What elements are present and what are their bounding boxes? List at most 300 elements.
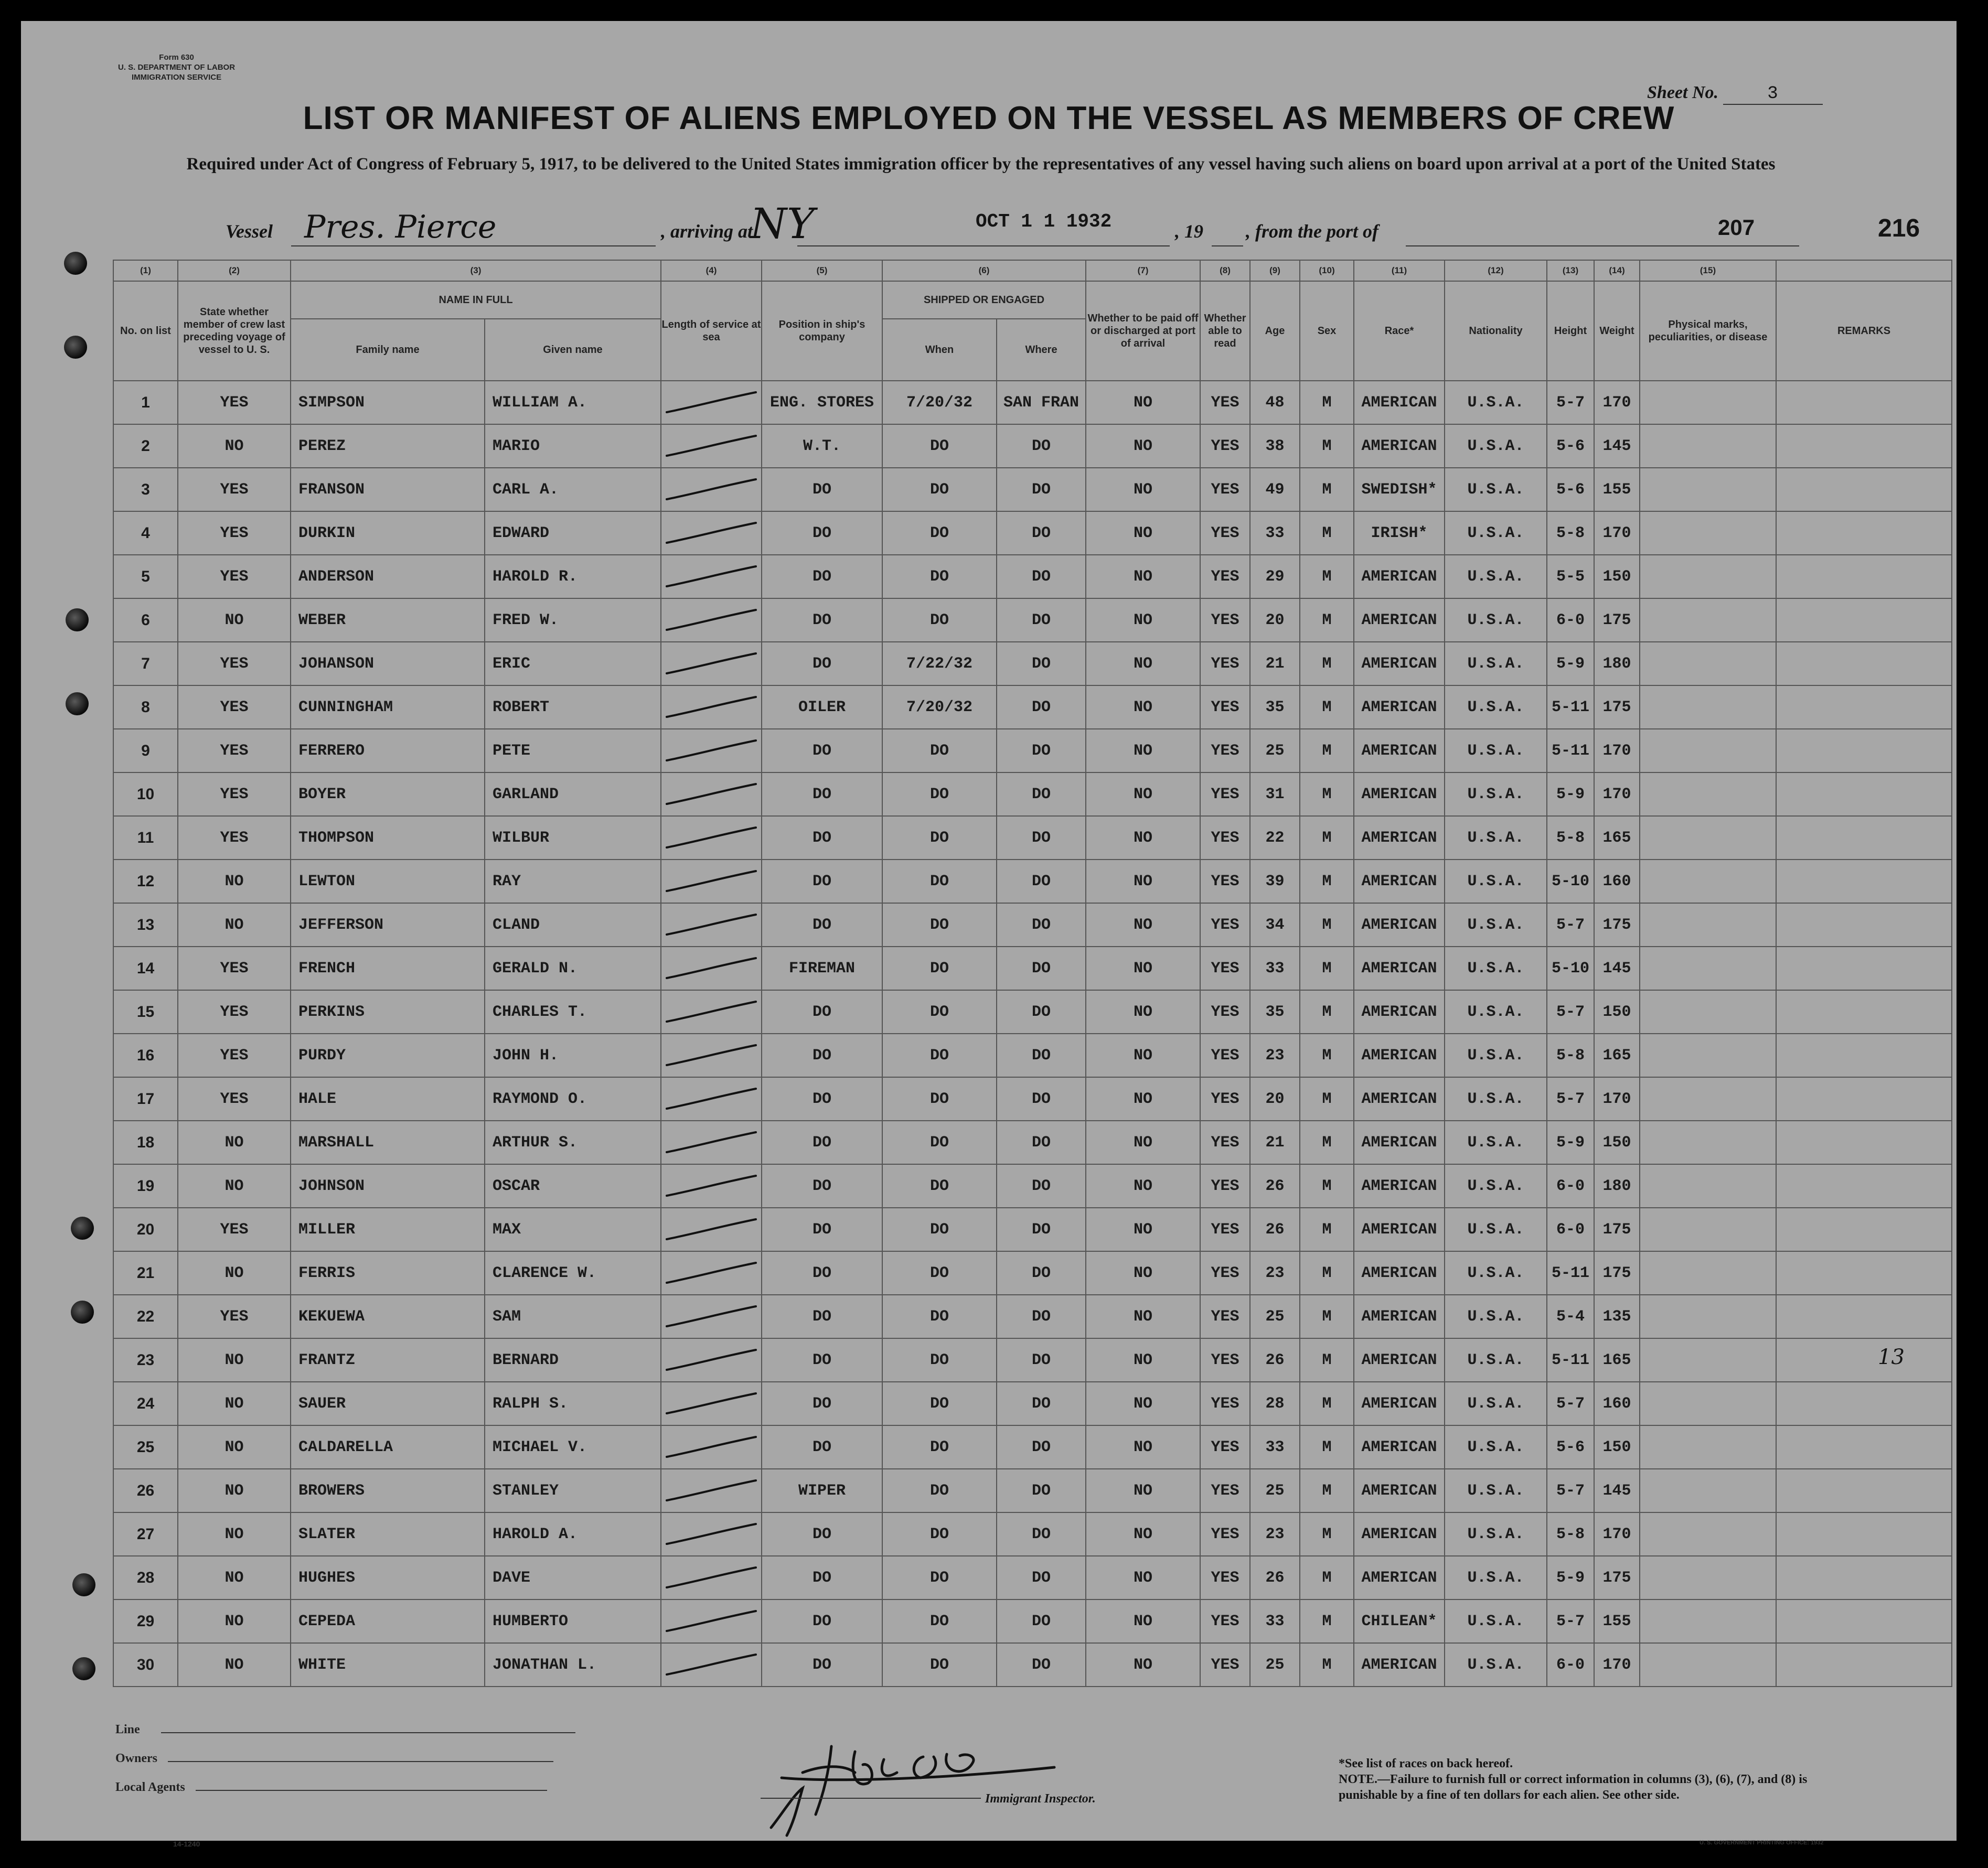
given-name-cell: MAX xyxy=(485,1208,661,1251)
paid-off-cell: NO xyxy=(1086,990,1200,1034)
weight-cell: 145 xyxy=(1594,424,1640,468)
race-cell: AMERICAN xyxy=(1354,642,1445,685)
previous-voyage-cell: NO xyxy=(178,424,291,468)
nationality-cell: U.S.A. xyxy=(1445,1164,1547,1208)
document-sheet xyxy=(21,21,1957,1848)
weight-cell: 180 xyxy=(1594,642,1640,685)
nationality-cell: U.S.A. xyxy=(1445,1121,1547,1164)
previous-voyage-cell: YES xyxy=(178,1077,291,1121)
row-number: 6 xyxy=(113,598,178,642)
arriving-label: , arriving at xyxy=(661,221,753,242)
weight-cell: 180 xyxy=(1594,1164,1640,1208)
weight-cell: 175 xyxy=(1594,903,1640,947)
vessel-line xyxy=(226,199,1799,252)
shipped-when-cell: DO xyxy=(882,1643,997,1687)
age-cell: 23 xyxy=(1250,1251,1300,1295)
colnum: (10) xyxy=(1300,260,1354,281)
paid-off-cell: NO xyxy=(1086,511,1200,555)
table-row xyxy=(113,555,1952,598)
shipped-where-cell: DO xyxy=(997,729,1086,772)
colnum: (9) xyxy=(1250,260,1300,281)
check-mark-icon xyxy=(661,605,761,636)
able-to-read-cell: YES xyxy=(1200,1382,1250,1425)
paid-off-cell: NO xyxy=(1086,1556,1200,1599)
position-cell: DO xyxy=(762,1164,882,1208)
age-cell: 33 xyxy=(1250,1599,1300,1643)
sex-cell: M xyxy=(1300,1599,1354,1643)
race-cell: AMERICAN xyxy=(1354,1077,1445,1121)
sex-cell: M xyxy=(1300,1382,1354,1425)
table-row xyxy=(113,1425,1952,1469)
given-name-cell: HAROLD R. xyxy=(485,555,661,598)
weight-cell: 165 xyxy=(1594,1034,1640,1077)
shipped-where-cell: DO xyxy=(997,1295,1086,1338)
family-name-cell: SLATER xyxy=(291,1512,485,1556)
age-cell: 21 xyxy=(1250,642,1300,685)
document-title: LIST OR MANIFEST OF ALIENS EMPLOYED ON THE VESSEL AS MEMBERS OF CREW xyxy=(303,100,1675,136)
remarks-cell xyxy=(1776,860,1952,903)
row-number: 11 xyxy=(113,816,178,860)
position-cell: DO xyxy=(762,903,882,947)
able-to-read-cell: YES xyxy=(1200,381,1250,424)
age-cell: 33 xyxy=(1250,511,1300,555)
colnum: (3) xyxy=(291,260,661,281)
nationality-cell: U.S.A. xyxy=(1445,468,1547,511)
nationality-cell: U.S.A. xyxy=(1445,1034,1547,1077)
binder-hole xyxy=(66,692,89,715)
previous-voyage-cell: NO xyxy=(178,903,291,947)
given-name-cell: OSCAR xyxy=(485,1164,661,1208)
shipped-where-cell: DO xyxy=(997,1643,1086,1687)
able-to-read-cell: YES xyxy=(1200,729,1250,772)
row-number: 27 xyxy=(113,1512,178,1556)
row-number: 30 xyxy=(113,1643,178,1687)
shipped-when-cell: DO xyxy=(882,1034,997,1077)
height-cell: 5-10 xyxy=(1547,860,1594,903)
inspector-signature xyxy=(766,1715,1102,1846)
line-label: Line xyxy=(115,1723,140,1736)
paid-off-cell: NO xyxy=(1086,947,1200,990)
nationality-cell: U.S.A. xyxy=(1445,1077,1547,1121)
weight-cell: 170 xyxy=(1594,511,1640,555)
age-cell: 25 xyxy=(1250,1469,1300,1512)
table-row xyxy=(113,860,1952,903)
colnum: (8) xyxy=(1200,260,1250,281)
able-to-read-cell: YES xyxy=(1200,1295,1250,1338)
table-row xyxy=(113,511,1952,555)
nationality-cell: U.S.A. xyxy=(1445,511,1547,555)
colnum: (2) xyxy=(178,260,291,281)
shipped-when-cell: DO xyxy=(882,1338,997,1382)
local-agents-field xyxy=(115,1780,547,1795)
position-cell: DO xyxy=(762,990,882,1034)
shipped-where-cell: DO xyxy=(997,1208,1086,1251)
remarks-cell xyxy=(1776,381,1952,424)
paid-off-cell: NO xyxy=(1086,642,1200,685)
sex-cell: M xyxy=(1300,947,1354,990)
given-name-cell: ERIC xyxy=(485,642,661,685)
table-row xyxy=(113,642,1952,685)
physical-marks-cell xyxy=(1640,1077,1776,1121)
race-cell: AMERICAN xyxy=(1354,816,1445,860)
check-mark-icon xyxy=(661,822,761,854)
race-cell: AMERICAN xyxy=(1354,381,1445,424)
family-name-cell: SIMPSON xyxy=(291,381,485,424)
previous-voyage-cell: NO xyxy=(178,598,291,642)
shipped-when-cell: DO xyxy=(882,1512,997,1556)
nationality-cell: U.S.A. xyxy=(1445,1425,1547,1469)
shipped-when-cell: DO xyxy=(882,1556,997,1599)
nationality-cell: U.S.A. xyxy=(1445,1556,1547,1599)
family-name-cell: HUGHES xyxy=(291,1556,485,1599)
weight-cell: 175 xyxy=(1594,685,1640,729)
remarks-cell xyxy=(1776,468,1952,511)
length-of-service-cell xyxy=(661,1556,762,1599)
paid-off-cell: NO xyxy=(1086,1512,1200,1556)
row-number: 24 xyxy=(113,1382,178,1425)
family-name-cell: PEREZ xyxy=(291,424,485,468)
family-name-cell: SAUER xyxy=(291,1382,485,1425)
sex-cell: M xyxy=(1300,468,1354,511)
binder-hole xyxy=(72,1573,95,1596)
sex-cell: M xyxy=(1300,1295,1354,1338)
row-number: 3 xyxy=(113,468,178,511)
check-mark-icon xyxy=(661,1258,761,1289)
nationality-cell: U.S.A. xyxy=(1445,598,1547,642)
race-cell: AMERICAN xyxy=(1354,1251,1445,1295)
previous-voyage-cell: NO xyxy=(178,1338,291,1382)
previous-voyage-cell: YES xyxy=(178,772,291,816)
row-number: 1 xyxy=(113,381,178,424)
colnum: (12) xyxy=(1445,260,1547,281)
paid-off-cell: NO xyxy=(1086,1208,1200,1251)
table-row xyxy=(113,816,1952,860)
race-cell: AMERICAN xyxy=(1354,947,1445,990)
age-cell: 25 xyxy=(1250,1295,1300,1338)
length-of-service-cell xyxy=(661,772,762,816)
family-name-cell: LEWTON xyxy=(291,860,485,903)
paid-off-cell: NO xyxy=(1086,424,1200,468)
family-name-cell: KEKUEWA xyxy=(291,1295,485,1338)
paid-off-cell: NO xyxy=(1086,1599,1200,1643)
shipped-when-cell: DO xyxy=(882,1295,997,1338)
able-to-read-cell: YES xyxy=(1200,1077,1250,1121)
row-number: 22 xyxy=(113,1295,178,1338)
weight-cell: 170 xyxy=(1594,772,1640,816)
position-cell: ENG. STORES xyxy=(762,381,882,424)
race-cell: AMERICAN xyxy=(1354,685,1445,729)
paid-off-cell: NO xyxy=(1086,468,1200,511)
length-of-service-cell xyxy=(661,1077,762,1121)
family-name-cell: PURDY xyxy=(291,1034,485,1077)
remarks-cell xyxy=(1776,685,1952,729)
row-number: 9 xyxy=(113,729,178,772)
able-to-read-cell: YES xyxy=(1200,1251,1250,1295)
check-mark-icon xyxy=(661,779,761,810)
sex-cell: M xyxy=(1300,816,1354,860)
remarks-cell xyxy=(1776,424,1952,468)
position-cell: DO xyxy=(762,1208,882,1251)
able-to-read-cell: YES xyxy=(1200,1425,1250,1469)
sex-cell: M xyxy=(1300,1077,1354,1121)
height-cell: 5-7 xyxy=(1547,1469,1594,1512)
physical-marks-cell xyxy=(1640,1512,1776,1556)
weight-cell: 150 xyxy=(1594,1121,1640,1164)
shipped-when-cell: DO xyxy=(882,729,997,772)
physical-marks-cell xyxy=(1640,555,1776,598)
colnum: (6) xyxy=(882,260,1086,281)
paid-off-cell: NO xyxy=(1086,1469,1200,1512)
able-to-read-cell: YES xyxy=(1200,772,1250,816)
family-name-cell: DURKIN xyxy=(291,511,485,555)
height-cell: 5-7 xyxy=(1547,1599,1594,1643)
remarks-cell xyxy=(1776,1338,1952,1382)
check-mark-icon xyxy=(661,431,761,462)
given-name-cell: FRED W. xyxy=(485,598,661,642)
paid-off-cell: NO xyxy=(1086,1295,1200,1338)
header-length-of-service: Length of service at sea xyxy=(661,281,762,381)
age-cell: 26 xyxy=(1250,1338,1300,1382)
previous-voyage-cell: YES xyxy=(178,816,291,860)
previous-voyage-cell: NO xyxy=(178,1469,291,1512)
family-name-cell: WEBER xyxy=(291,598,485,642)
paid-off-cell: NO xyxy=(1086,772,1200,816)
length-of-service-cell xyxy=(661,1251,762,1295)
binder-hole xyxy=(71,1301,94,1324)
race-cell: AMERICAN xyxy=(1354,903,1445,947)
family-name-cell: JOHANSON xyxy=(291,642,485,685)
height-cell: 5-11 xyxy=(1547,685,1594,729)
weight-cell: 170 xyxy=(1594,1077,1640,1121)
length-of-service-cell xyxy=(661,1034,762,1077)
length-of-service-cell xyxy=(661,903,762,947)
able-to-read-cell: YES xyxy=(1200,816,1250,860)
family-name-cell: BROWERS xyxy=(291,1469,485,1512)
previous-voyage-cell: NO xyxy=(178,1425,291,1469)
given-name-cell: STANLEY xyxy=(485,1469,661,1512)
physical-marks-cell xyxy=(1640,1556,1776,1599)
remarks-cell xyxy=(1776,1077,1952,1121)
row-number: 12 xyxy=(113,860,178,903)
table-row xyxy=(113,1034,1952,1077)
length-of-service-cell xyxy=(661,685,762,729)
weight-cell: 175 xyxy=(1594,1208,1640,1251)
paid-off-cell: NO xyxy=(1086,1338,1200,1382)
paid-off-cell: NO xyxy=(1086,1034,1200,1077)
document-subtitle: Required under Act of Congress of February 5, 1917, to be delivered to the United States immigration officer by the representatives of any vessel having such aliens on board upon arrival at a port of the United States xyxy=(186,155,1776,174)
able-to-read-cell: YES xyxy=(1200,555,1250,598)
able-to-read-cell: YES xyxy=(1200,1599,1250,1643)
length-of-service-cell xyxy=(661,860,762,903)
check-mark-icon xyxy=(661,1301,761,1333)
paid-off-cell: NO xyxy=(1086,381,1200,424)
able-to-read-cell: YES xyxy=(1200,1034,1250,1077)
table-row xyxy=(113,468,1952,511)
position-cell: DO xyxy=(762,1425,882,1469)
age-cell: 35 xyxy=(1250,685,1300,729)
given-name-cell: EDWARD xyxy=(485,511,661,555)
check-mark-icon xyxy=(661,1475,761,1507)
previous-voyage-cell: NO xyxy=(178,1121,291,1164)
races-note: *See list of races on back hereof. xyxy=(1339,1757,1513,1770)
shipped-when-cell: DO xyxy=(882,1469,997,1512)
family-name-cell: FRENCH xyxy=(291,947,485,990)
position-cell: DO xyxy=(762,1295,882,1338)
height-cell: 5-8 xyxy=(1547,1512,1594,1556)
header-family-name: Family name xyxy=(291,319,485,381)
given-name-cell: JONATHAN L. xyxy=(485,1643,661,1687)
race-cell: AMERICAN xyxy=(1354,1034,1445,1077)
sex-cell: M xyxy=(1300,511,1354,555)
sex-cell: M xyxy=(1300,1643,1354,1687)
nationality-cell: U.S.A. xyxy=(1445,642,1547,685)
remarks-cell xyxy=(1776,598,1952,642)
shipped-when-cell: DO xyxy=(882,424,997,468)
shipped-where-cell: DO xyxy=(997,685,1086,729)
row-number: 20 xyxy=(113,1208,178,1251)
age-cell: 26 xyxy=(1250,1164,1300,1208)
physical-marks-cell xyxy=(1640,816,1776,860)
shipped-where-cell: DO xyxy=(997,1121,1086,1164)
family-name-cell: FRANTZ xyxy=(291,1338,485,1382)
previous-voyage-cell: NO xyxy=(178,1643,291,1687)
position-cell: OILER xyxy=(762,685,882,729)
table-row xyxy=(113,1512,1952,1556)
race-cell: AMERICAN xyxy=(1354,1425,1445,1469)
table-row xyxy=(113,1251,1952,1295)
length-of-service-cell xyxy=(661,511,762,555)
given-name-cell: ARTHUR S. xyxy=(485,1121,661,1164)
sex-cell: M xyxy=(1300,729,1354,772)
colnum: (5) xyxy=(762,260,882,281)
given-name-cell: SAM xyxy=(485,1295,661,1338)
sex-cell: M xyxy=(1300,1556,1354,1599)
form-service: IMMIGRATION SERVICE xyxy=(131,73,222,82)
footer-note xyxy=(1339,1756,1853,1803)
shipped-when-cell: DO xyxy=(882,860,997,903)
sex-cell: M xyxy=(1300,555,1354,598)
able-to-read-cell: YES xyxy=(1200,1556,1250,1599)
given-name-cell: CARL A. xyxy=(485,468,661,511)
nationality-cell: U.S.A. xyxy=(1445,1382,1547,1425)
family-name-cell: FERRERO xyxy=(291,729,485,772)
table-row xyxy=(113,1208,1952,1251)
sex-cell: M xyxy=(1300,860,1354,903)
age-cell: 21 xyxy=(1250,1121,1300,1164)
table-row xyxy=(113,947,1952,990)
shipped-where-cell: DO xyxy=(997,1599,1086,1643)
family-name-cell: CUNNINGHAM xyxy=(291,685,485,729)
given-name-cell: JOHN H. xyxy=(485,1034,661,1077)
sex-cell: M xyxy=(1300,1425,1354,1469)
given-name-cell: RALPH S. xyxy=(485,1382,661,1425)
sex-cell: M xyxy=(1300,685,1354,729)
race-cell: AMERICAN xyxy=(1354,1643,1445,1687)
race-cell: AMERICAN xyxy=(1354,1338,1445,1382)
margin-number: 13 xyxy=(1878,1345,1905,1369)
age-cell: 23 xyxy=(1250,1034,1300,1077)
position-cell: DO xyxy=(762,1599,882,1643)
sex-cell: M xyxy=(1300,990,1354,1034)
length-of-service-cell xyxy=(661,1643,762,1687)
shipped-where-cell: DO xyxy=(997,1556,1086,1599)
remarks-cell xyxy=(1776,1295,1952,1338)
remarks-cell xyxy=(1776,1512,1952,1556)
sex-cell: M xyxy=(1300,598,1354,642)
table-row xyxy=(113,424,1952,468)
remarks-cell xyxy=(1776,1425,1952,1469)
table-row xyxy=(113,1469,1952,1512)
shipped-where-cell: DO xyxy=(997,1469,1086,1512)
race-cell: AMERICAN xyxy=(1354,1164,1445,1208)
race-cell: AMERICAN xyxy=(1354,729,1445,772)
physical-marks-cell xyxy=(1640,1164,1776,1208)
remarks-cell xyxy=(1776,1208,1952,1251)
row-number: 19 xyxy=(113,1164,178,1208)
shipped-when-cell: DO xyxy=(882,468,997,511)
previous-voyage-cell: NO xyxy=(178,1251,291,1295)
remarks-cell xyxy=(1776,903,1952,947)
family-name-cell: JEFFERSON xyxy=(291,903,485,947)
age-cell: 33 xyxy=(1250,1425,1300,1469)
header-race: Race* xyxy=(1354,281,1445,381)
row-number: 14 xyxy=(113,947,178,990)
shipped-where-cell: DO xyxy=(997,1251,1086,1295)
position-cell: DO xyxy=(762,1121,882,1164)
age-cell: 39 xyxy=(1250,860,1300,903)
height-cell: 5-7 xyxy=(1547,1077,1594,1121)
physical-marks-cell xyxy=(1640,1425,1776,1469)
check-mark-icon xyxy=(661,1040,761,1071)
paid-off-cell: NO xyxy=(1086,1121,1200,1164)
able-to-read-cell: YES xyxy=(1200,903,1250,947)
length-of-service-cell xyxy=(661,729,762,772)
length-of-service-cell xyxy=(661,1164,762,1208)
owners-label: Owners xyxy=(115,1752,157,1765)
form-number: Form 630 xyxy=(159,53,194,62)
check-mark-icon xyxy=(661,866,761,897)
shipped-when-cell: DO xyxy=(882,555,997,598)
family-name-cell: MILLER xyxy=(291,1208,485,1251)
header-age: Age xyxy=(1250,281,1300,381)
sex-cell: M xyxy=(1300,1121,1354,1164)
nationality-cell: U.S.A. xyxy=(1445,1599,1547,1643)
given-name-cell: RAY xyxy=(485,860,661,903)
age-cell: 34 xyxy=(1250,903,1300,947)
height-cell: 5-8 xyxy=(1547,511,1594,555)
previous-voyage-cell: YES xyxy=(178,555,291,598)
given-name-cell: DAVE xyxy=(485,1556,661,1599)
remarks-cell xyxy=(1776,555,1952,598)
header-where: Where xyxy=(997,319,1086,381)
remarks-cell xyxy=(1776,947,1952,990)
shipped-when-cell: DO xyxy=(882,1599,997,1643)
race-cell: AMERICAN xyxy=(1354,772,1445,816)
height-cell: 5-9 xyxy=(1547,1556,1594,1599)
physical-marks-cell xyxy=(1640,1208,1776,1251)
shipped-where-cell: DO xyxy=(997,903,1086,947)
shipped-where-cell: DO xyxy=(997,555,1086,598)
vessel-label: Vessel xyxy=(226,221,273,242)
previous-voyage-cell: NO xyxy=(178,1382,291,1425)
physical-marks-cell xyxy=(1640,685,1776,729)
check-mark-icon xyxy=(661,996,761,1028)
position-cell: DO xyxy=(762,598,882,642)
binder-hole xyxy=(64,336,87,359)
check-mark-icon xyxy=(661,909,761,941)
weight-cell: 175 xyxy=(1594,598,1640,642)
weight-cell: 160 xyxy=(1594,1382,1640,1425)
